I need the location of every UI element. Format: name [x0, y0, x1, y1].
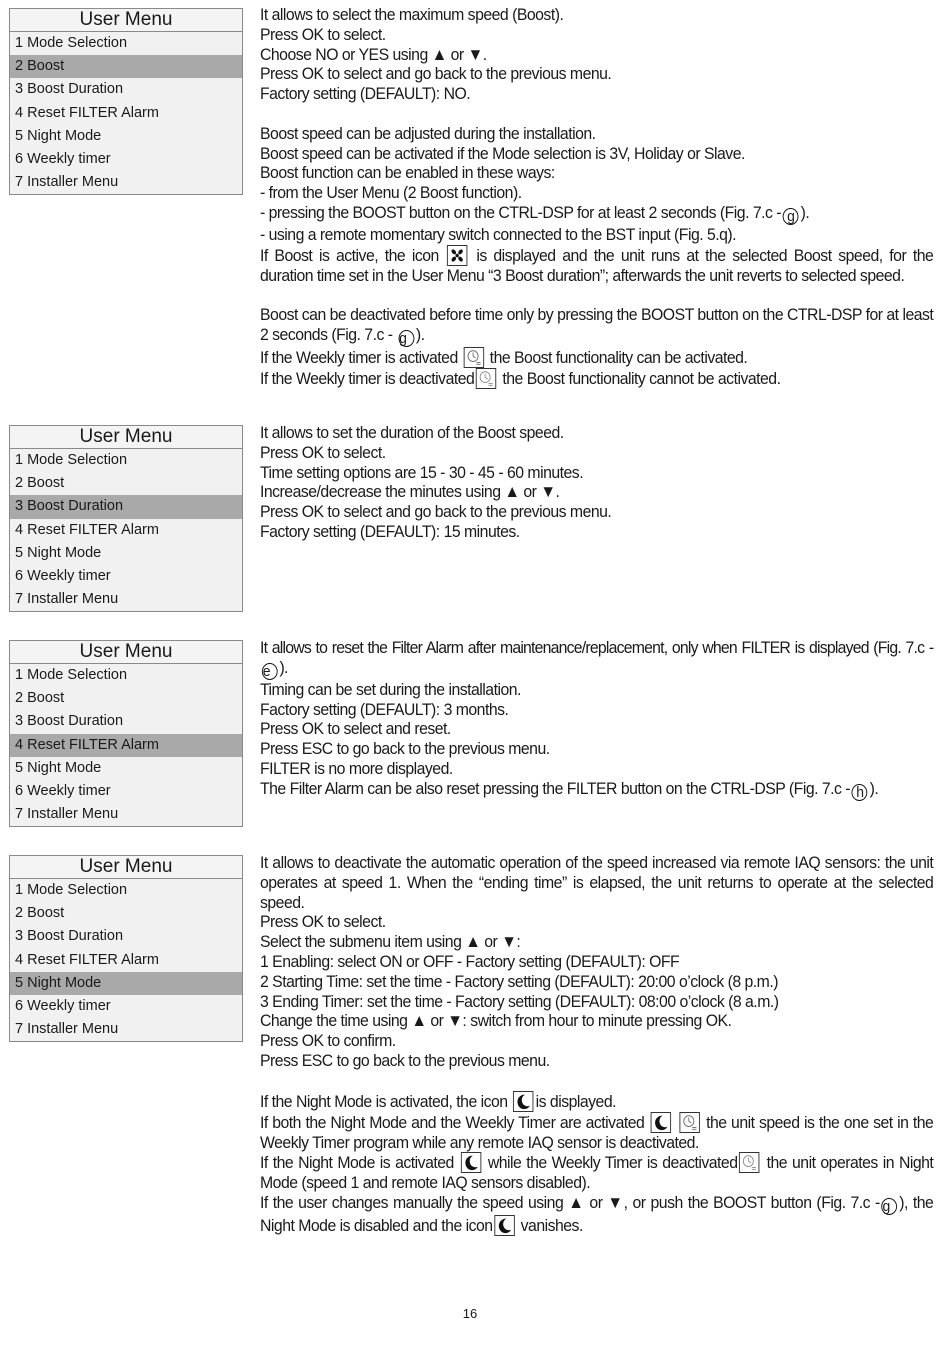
- menu-item-installer-menu[interactable]: 7 Installer Menu: [10, 171, 242, 194]
- night-line: 2 Starting Time: set the time - Factory setting (DEFAULT): 20:00 o’clock (8 p.m.): [260, 971, 778, 991]
- menu-item-mode-selection[interactable]: 1 Mode Selection: [10, 32, 242, 55]
- menu-item-night-mode[interactable]: 5 Night Mode: [10, 542, 242, 565]
- night-mode-icon: [461, 1152, 481, 1173]
- duration-line: Factory setting (DEFAULT): 15 minutes.: [260, 521, 520, 541]
- night-line: Press OK to select.: [260, 912, 386, 932]
- menu-title: User Menu: [10, 426, 242, 449]
- page-number: 16: [462, 1306, 478, 1321]
- night-only-line: If the Night Mode is activated while the Weekly Timer is deactivated the unit operates in Night Mode (speed 1 and remote IAQ sensors disabled).: [260, 1153, 934, 1193]
- menu-item-night-mode[interactable]: 5 Night Mode: [10, 757, 242, 780]
- menu-item-mode-selection[interactable]: 1 Mode Selection: [10, 449, 242, 472]
- menu-item-boost-duration[interactable]: 3 Boost Duration: [10, 925, 242, 948]
- down-arrow-icon: ▼: [447, 1011, 463, 1031]
- callout-e-icon: e: [262, 663, 278, 680]
- night-mode-description: [260, 853, 933, 1236]
- callout-g-icon: g: [783, 208, 799, 225]
- up-arrow-icon: ▲: [411, 1011, 427, 1031]
- menu-item-installer-menu[interactable]: 7 Installer Menu: [10, 803, 242, 826]
- night-disable-line: If the user changes manually the speed using ▲ or ▼, or push the BOOST button (Fig. 7.c - g ), the Night Mode is disabled and the icon vanishes.: [260, 1193, 934, 1236]
- menu-item-installer-menu[interactable]: 7 Installer Menu: [10, 588, 242, 611]
- up-arrow-icon: ▲: [431, 44, 447, 64]
- filter-line: Timing can be set during the installation.: [260, 679, 521, 699]
- duration-line: It allows to set the duration of the Boost speed.: [260, 423, 564, 442]
- menu-title: User Menu: [10, 641, 242, 664]
- menu-item-boost-duration[interactable]: 3 Boost Duration: [10, 78, 242, 101]
- weekly-timer-off-icon: [476, 368, 496, 389]
- filter-intro-line: It allows to reset the Filter Alarm after maintenance/replacement, only when FILTER is displayed (Fig. 7.c - e ).: [260, 638, 934, 680]
- menu-item-boost[interactable]: 2 Boost: [10, 55, 242, 78]
- filter-button-line: The Filter Alarm can be also reset pressing the FILTER button on the CTRL-DSP (Fig. 7.c - h ).: [260, 778, 879, 801]
- down-arrow-icon: ▼: [540, 482, 556, 502]
- user-menu-boost: [9, 8, 243, 195]
- night-time-line: Change the time using ▲ or ▼: switch from hour to minute pressing OK.: [260, 1011, 732, 1031]
- callout-g-icon: g: [882, 1198, 898, 1215]
- filter-line: Factory setting (DEFAULT): 3 months.: [260, 699, 509, 719]
- night-intro-line: It allows to deactivate the automatic operation of the speed increased via remote IAQ sensors: the unit operates at speed 1. When the “ending time” is elapsed, the unit returns to operate at the selected speed.: [260, 853, 934, 912]
- menu-item-reset-filter-alarm[interactable]: 4 Reset FILTER Alarm: [10, 102, 242, 125]
- menu-title: User Menu: [10, 9, 242, 32]
- boost-choose-line: Choose NO or YES using ▲ or ▼.: [260, 44, 487, 64]
- menu-item-weekly-timer[interactable]: 6 Weekly timer: [10, 780, 242, 803]
- night-line: 1 Enabling: select ON or OFF - Factory setting (DEFAULT): OFF: [260, 951, 680, 971]
- callout-h-icon: h: [852, 784, 868, 801]
- menu-item-installer-menu[interactable]: 7 Installer Menu: [10, 1018, 242, 1041]
- menu-item-reset-filter-alarm[interactable]: 4 Reset FILTER Alarm: [10, 949, 242, 972]
- up-arrow-icon: ▲: [568, 1193, 585, 1213]
- menu-item-weekly-timer[interactable]: 6 Weekly timer: [10, 148, 242, 171]
- menu-title: User Menu: [10, 856, 242, 879]
- filter-line: FILTER is no more displayed.: [260, 758, 453, 778]
- boost-line: Boost speed can be activated if the Mode selection is 3V, Holiday or Slave.: [260, 143, 745, 163]
- down-arrow-icon: ▼: [607, 1193, 624, 1213]
- menu-item-boost[interactable]: 2 Boost: [10, 687, 242, 710]
- night-line: Press OK to confirm.: [260, 1031, 396, 1051]
- duration-adjust-line: Increase/decrease the minutes using ▲ or ▼.: [260, 482, 560, 502]
- menu-item-mode-selection[interactable]: 1 Mode Selection: [10, 879, 242, 902]
- boost-description: [260, 5, 933, 389]
- menu-item-mode-selection[interactable]: 1 Mode Selection: [10, 664, 242, 687]
- boost-line: - from the User Menu (2 Boost function).: [260, 183, 522, 203]
- up-arrow-icon: ▲: [465, 932, 481, 952]
- duration-line: Press OK to select and go back to the previous menu.: [260, 502, 612, 522]
- menu-item-weekly-timer[interactable]: 6 Weekly timer: [10, 565, 242, 588]
- boost-line: Press OK to select.: [260, 24, 386, 44]
- menu-item-night-mode[interactable]: 5 Night Mode: [10, 972, 242, 995]
- menu-item-weekly-timer[interactable]: 6 Weekly timer: [10, 995, 242, 1018]
- night-weekly-line: If both the Night Mode and the Weekly Timer are activated the unit speed is the one set in the Weekly Timer program while any remote IAQ sensor is deactivated.: [260, 1112, 934, 1152]
- menu-item-boost-duration[interactable]: 3 Boost Duration: [10, 710, 242, 733]
- menu-item-night-mode[interactable]: 5 Night Mode: [10, 125, 242, 148]
- boost-active-line: If Boost is active, the icon is displayed and the unit runs at the selected Boost speed, for the duration time set in the User Menu “3 Boost duration”; afterwards the unit reverts to selected speed.: [260, 245, 934, 285]
- menu-item-boost[interactable]: 2 Boost: [10, 902, 242, 925]
- boost-line: It allows to select the maximum speed (Boost).: [260, 5, 564, 24]
- callout-g-icon: g: [398, 330, 414, 347]
- boost-deactivate-line: Boost can be deactivated before time only by pressing the BOOST button on the CTRL-DSP for at least 2 seconds (Fig. 7.c - g ).: [260, 305, 934, 348]
- reset-filter-description: [260, 638, 933, 801]
- boost-line: Boost speed can be adjusted during the installation.: [260, 123, 596, 143]
- boost-weekly-on-line: If the Weekly timer is activated the Boost functionality can be activated.: [260, 348, 748, 368]
- user-menu-reset-filter: [9, 640, 243, 827]
- night-mode-icon: [651, 1112, 671, 1133]
- boost-duration-description: [260, 423, 933, 542]
- boost-line: Boost function can be enabled in these ways:: [260, 163, 555, 183]
- weekly-timer-off-icon: [739, 1152, 759, 1173]
- weekly-timer-icon: [463, 347, 483, 368]
- night-mode-icon: [513, 1091, 533, 1112]
- weekly-timer-icon: [679, 1112, 699, 1133]
- boost-line: - using a remote momentary switch connected to the BST input (Fig. 5.q).: [260, 224, 737, 244]
- boost-line: Factory setting (DEFAULT): NO.: [260, 84, 471, 104]
- night-mode-icon: [494, 1215, 514, 1236]
- menu-item-reset-filter-alarm[interactable]: 4 Reset FILTER Alarm: [10, 734, 242, 757]
- night-submenu-line: Select the submenu item using ▲ or ▼:: [260, 932, 521, 952]
- up-arrow-icon: ▲: [504, 482, 520, 502]
- user-menu-boost-duration: [9, 425, 243, 612]
- down-arrow-icon: ▼: [501, 932, 517, 952]
- night-line: 3 Ending Timer: set the time - Factory setting (DEFAULT): 08:00 o’clock (8 a.m.): [260, 991, 779, 1011]
- down-arrow-icon: ▼: [467, 44, 483, 64]
- boost-line: Press OK to select and go back to the previous menu.: [260, 64, 612, 84]
- user-menu-night-mode: [9, 855, 243, 1042]
- filter-line: Press ESC to go back to the previous menu.: [260, 739, 550, 759]
- boost-press-line: - pressing the BOOST button on the CTRL-DSP for at least 2 seconds (Fig. 7.c - g ).: [260, 202, 810, 225]
- boost-weekly-off-line: If the Weekly timer is deactivated the Boost functionality cannot be activated.: [260, 369, 781, 389]
- menu-item-boost-duration[interactable]: 3 Boost Duration: [10, 495, 242, 518]
- filter-line: Press OK to select and reset.: [260, 719, 451, 739]
- duration-line: Press OK to select.: [260, 442, 386, 462]
- menu-item-reset-filter-alarm[interactable]: 4 Reset FILTER Alarm: [10, 519, 242, 542]
- boost-fan-icon: [447, 245, 467, 266]
- menu-item-boost[interactable]: 2 Boost: [10, 472, 242, 495]
- night-line: Press ESC to go back to the previous menu.: [260, 1050, 550, 1070]
- duration-line: Time setting options are 15 - 30 - 45 - 60 minutes.: [260, 462, 584, 482]
- night-icon-line: If the Night Mode is activated, the icon is displayed.: [260, 1091, 617, 1111]
